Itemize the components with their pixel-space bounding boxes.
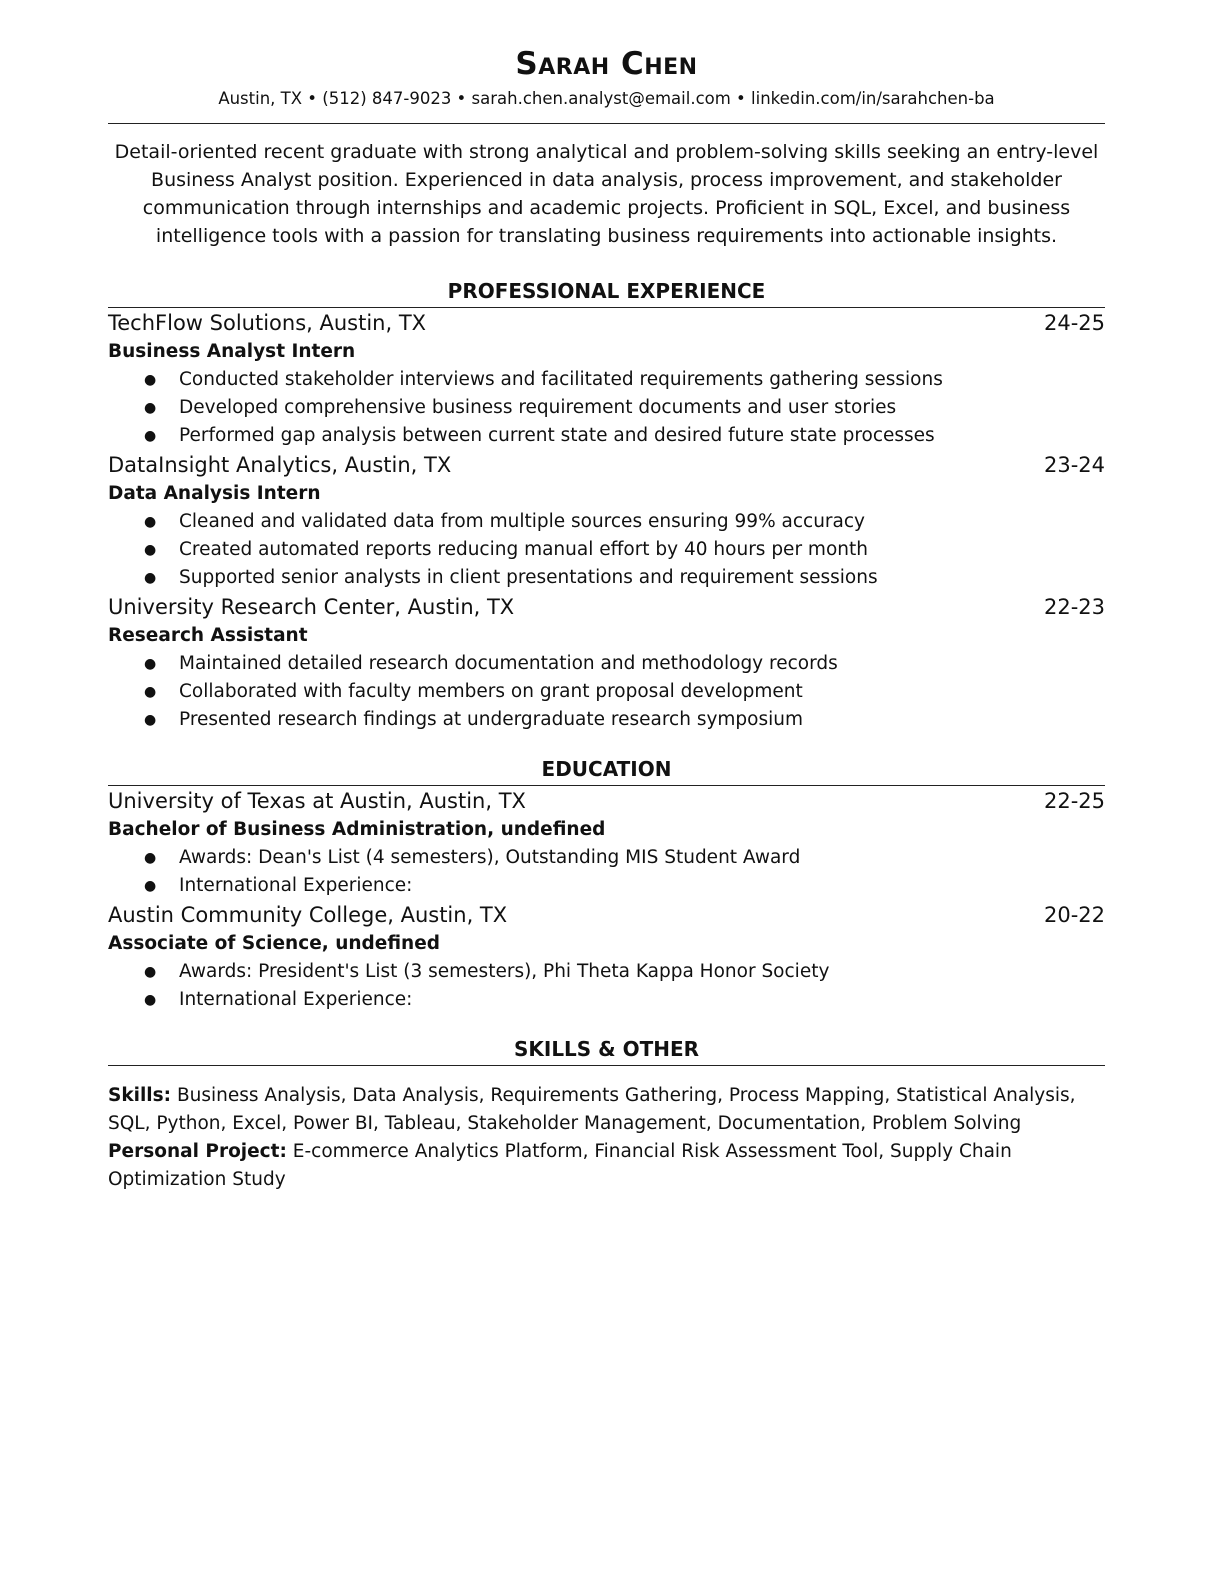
bullet-text: International Experience: (179, 875, 413, 896)
education-entry (108, 900, 1105, 1014)
experience-entry (108, 592, 1105, 734)
project-text: E-commerce Analytics Platform, Financial Risk Assessment Tool, Supply Chain Optimization Study (108, 1141, 1012, 1190)
entry-header (108, 592, 1105, 622)
list-item (108, 958, 1105, 986)
entry-org: University of Texas at Austin, Austin, TX (108, 789, 526, 813)
list-item (108, 394, 1105, 422)
bullet-text: Created automated reports reducing manual effort by 40 hours per month (179, 539, 868, 560)
education-entry (108, 786, 1105, 900)
entry-role: Data Analysis Intern (108, 483, 321, 504)
bullet-icon: ● (144, 428, 157, 444)
entry-org: University Research Center, Austin, TX (108, 595, 515, 619)
project-label: Personal Project: (108, 1141, 287, 1162)
entry-org: Austin Community College, Austin, TX (108, 903, 508, 927)
bullet-icon: ● (144, 656, 157, 672)
project-line (108, 1138, 1105, 1194)
list-item (108, 706, 1105, 734)
list-item (108, 678, 1105, 706)
skills-section (108, 1036, 1105, 1194)
contact-line: Austin, TX • (512) 847-9023 • sarah.chen.analyst@email.com • linkedin.com/in/sarahchen-ba (218, 89, 995, 108)
list-item (108, 844, 1105, 872)
list-item (108, 508, 1105, 536)
bullet-icon: ● (144, 570, 157, 586)
bullet-text: Awards: Dean's List (4 semesters), Outstanding MIS Student Award (179, 847, 801, 868)
entry-org: TechFlow Solutions, Austin, TX (108, 311, 427, 335)
skills-label: Skills: (108, 1085, 172, 1106)
bullet-text: Maintained detailed research documentation and methodology records (179, 653, 838, 674)
list-item (108, 650, 1105, 678)
bullet-text: Awards: President's List (3 semesters), Phi Theta Kappa Honor Society (179, 961, 830, 982)
education-section (108, 756, 1105, 1014)
entry-header (108, 308, 1105, 338)
bullet-text: Conducted stakeholder interviews and facilitated requirements gathering sessions (179, 369, 943, 390)
entry-bullets (108, 508, 1105, 592)
professional-summary: Detail-oriented recent graduate with strong analytical and problem-solving skills seeking an entry-level Business Analyst position. Experienced in data analysis, process improvement, and stakeholder communication through internships and academic projects. Proficient in SQL, Excel, and business intelligence tools with a passion for translating business requirements into actionable insights. (114, 141, 1099, 247)
entry-role: Research Assistant (108, 625, 308, 646)
entry-dates: 20-22 (1043, 903, 1105, 927)
entry-dates: 24-25 (1043, 311, 1105, 335)
experience-entry (108, 450, 1105, 592)
entry-degree: Bachelor of Business Administration, undefined (108, 819, 606, 840)
entry-role: Business Analyst Intern (108, 341, 356, 362)
bullet-icon: ● (144, 992, 157, 1008)
list-item (108, 872, 1105, 900)
experience-heading: PROFESSIONAL EXPERIENCE (108, 278, 1105, 308)
bullet-icon: ● (144, 400, 157, 416)
bullet-text: Presented research findings at undergraduate research symposium (179, 709, 804, 730)
entry-bullets (108, 958, 1105, 1014)
bullet-icon: ● (144, 542, 157, 558)
bullet-text: International Experience: (179, 989, 413, 1010)
bullet-text: Cleaned and validated data from multiple sources ensuring 99% accuracy (179, 511, 865, 532)
bullet-text: Collaborated with faculty members on grant proposal development (179, 681, 803, 702)
bullet-icon: ● (144, 372, 157, 388)
skills-line (108, 1082, 1105, 1138)
list-item (108, 422, 1105, 450)
bullet-text: Supported senior analysts in client presentations and requirement sessions (179, 567, 878, 588)
entry-org: DataInsight Analytics, Austin, TX (108, 453, 452, 477)
bullet-icon: ● (144, 712, 157, 728)
entry-dates: 23-24 (1043, 453, 1105, 477)
bullet-icon: ● (144, 964, 157, 980)
skills-text: Business Analysis, Data Analysis, Requirements Gathering, Process Mapping, Statistical Analysis, SQL, Python, Excel, Power BI, Tableau, Stakeholder Management, Documentation, Problem Solving (108, 1085, 1076, 1134)
entry-degree: Associate of Science, undefined (108, 933, 441, 954)
bullet-icon: ● (144, 684, 157, 700)
entry-header (108, 786, 1105, 816)
bullet-text: Performed gap analysis between current state and desired future state processes (179, 425, 935, 446)
experience-section (108, 278, 1105, 734)
bullet-icon: ● (144, 850, 157, 866)
list-item (108, 366, 1105, 394)
entry-header (108, 450, 1105, 480)
bullet-icon: ● (144, 878, 157, 894)
entry-dates: 22-25 (1043, 789, 1105, 813)
candidate-name (108, 44, 1105, 84)
list-item (108, 536, 1105, 564)
experience-entry (108, 308, 1105, 450)
entry-bullets (108, 650, 1105, 734)
skills-heading: SKILLS & OTHER (108, 1036, 1105, 1066)
bullet-icon: ● (144, 514, 157, 530)
education-heading: EDUCATION (108, 756, 1105, 786)
entry-bullets (108, 366, 1105, 450)
entry-dates: 22-23 (1043, 595, 1105, 619)
candidate-name-text: Sarah Chen (515, 46, 698, 82)
list-item (108, 564, 1105, 592)
list-item (108, 986, 1105, 1014)
bullet-text: Developed comprehensive business requirement documents and user stories (179, 397, 897, 418)
header-divider (108, 123, 1105, 124)
entry-header (108, 900, 1105, 930)
entry-bullets (108, 844, 1105, 900)
